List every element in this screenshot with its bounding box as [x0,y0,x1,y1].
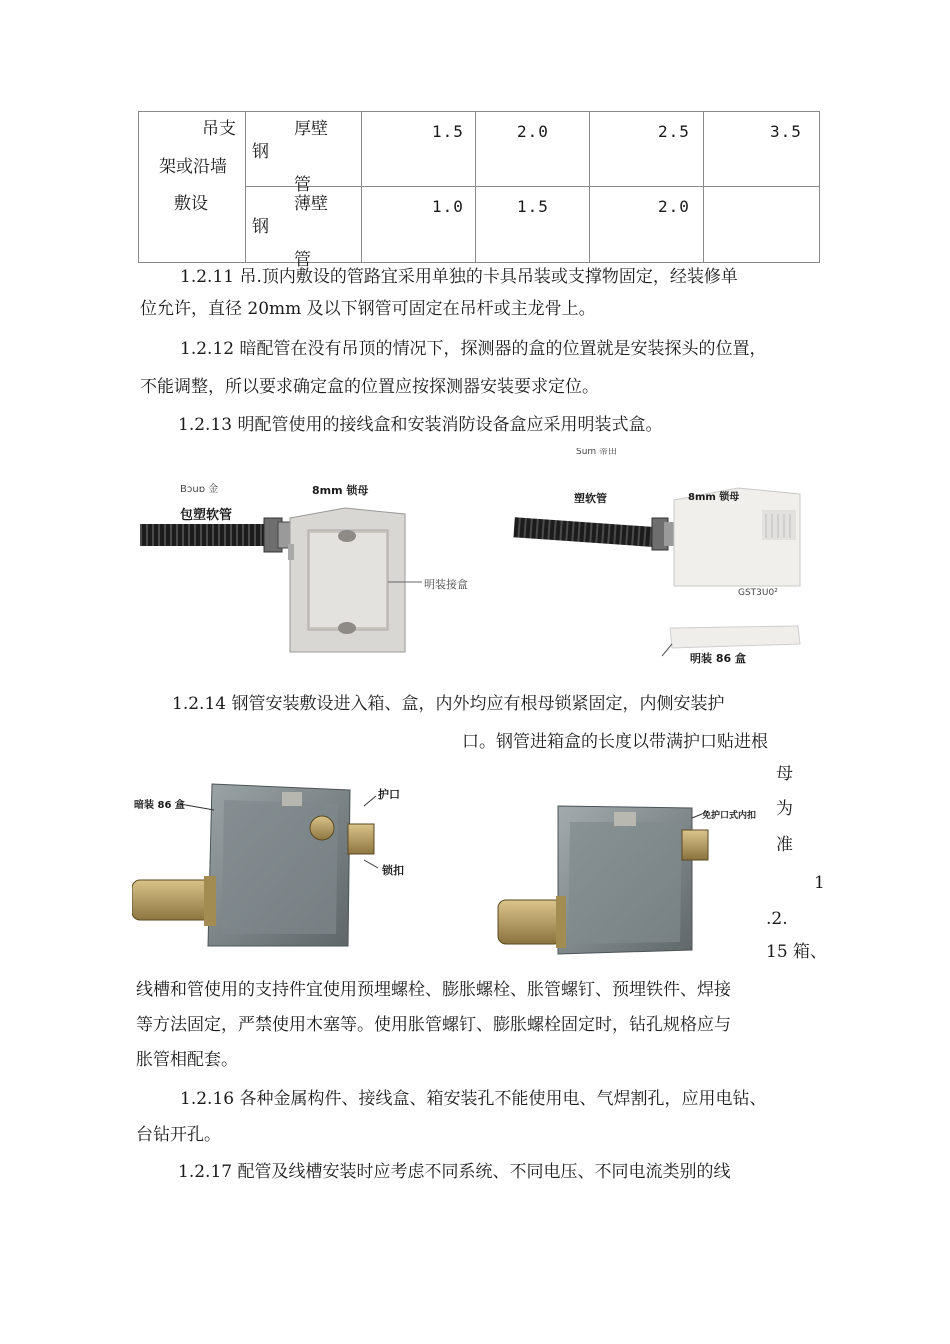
table-cell [476,187,590,263]
para-1-2-14-vert-3: 准 [776,835,793,855]
type-label-b: 钢 [252,142,269,162]
para-1-2-15-line2: 等方法固定，严禁使用木塞等。使用胀管螺钉、膨胀螺栓固定时，钻孔规格应与 [136,1015,731,1035]
fig3-box-label: 暗装 86 盒 [134,800,185,811]
fig1-top-label: Bɔuɒ 金 [180,484,219,495]
category-line-2: 架或沿墙 [159,157,227,177]
para-1-2-14-vert-2: 为 [776,799,793,819]
figure-surface-box-1 [140,478,495,656]
cell-value: 2.0 [517,122,549,141]
table-type-cell [246,187,362,270]
table-cell [590,112,704,187]
para-1-2-15-vert-2: .2. [766,909,788,929]
type-label-a: 厚壁 [294,119,328,139]
para-1-2-15-vert-3: 15 箱、 [766,942,828,962]
para-1-2-14-vert-1: 母 [776,764,793,784]
para-1-2-15-vert-1: 1 [814,873,825,893]
type-label-b: 钢 [252,217,269,237]
cell-value: 2.0 [658,197,690,216]
para-1-2-11-line2: 位允许，直径 20mm 及以下钢管可固定在吊杆或主龙骨上。 [140,299,596,319]
cell-value: 2.5 [658,122,690,141]
cell-value: 3.5 [770,122,802,141]
para-1-2-16-line1: 1.2.16 各种金属构件、接线盒、箱安装孔不能使用电、气焊割孔，应用电钻、 [180,1089,767,1109]
type-label-c: 管 [294,175,311,195]
fig1-hose-label: 包塑软管 [180,508,233,523]
table-type-cell [246,112,362,195]
para-1-2-14-line2: 口。钢管进箱盒的长度以带满护口贴进根 [462,732,768,752]
para-1-2-11-line1: 1.2.11 吊.顶内敷设的管路宜采用单独的卡具吊装或支撑物固定，经装修单 [180,267,738,287]
fig3-bushing-label: 护口 [378,788,400,801]
fig2-model-label: GST3U0² [738,588,778,598]
table-category-cell [139,112,246,263]
para-1-2-15-line3: 胀管相配套。 [136,1050,238,1070]
figure-concealed-box-1 [132,778,422,950]
para-1-2-17: 1.2.17 配管及线槽安装时应考虑不同系统、不同电压、不同电流类别的线 [178,1162,731,1182]
category-line-3: 敷设 [174,194,208,214]
category-line-1: 吊支 [202,119,236,139]
cell-value: 1.0 [432,197,464,216]
para-1-2-16-line2: 台钻开孔。 [136,1125,221,1145]
table-cell [704,187,820,263]
spec-table [138,111,820,270]
fig2-top-label: Sum 蒂田 [576,448,618,457]
detector-box-illustration [512,448,812,670]
cell-value: 1.5 [432,122,464,141]
fig2-box-label: 明装 86 盒 [690,652,746,665]
para-1-2-14-line1: 1.2.14 钢管安装敷设进入箱、盒，内外均应有根母锁紧固定，内侧安装护 [172,694,725,714]
para-1-2-12-line1: 1.2.12 暗配管在没有吊顶的情况下，探测器的盒的位置就是安装探头的位置， [180,339,767,359]
table-cell [704,112,820,187]
concealed-box-illustration-2 [496,800,766,958]
fig2-hose-label: 塑软管 [574,492,607,505]
table-cell [362,112,476,187]
table-cell [362,187,476,263]
para-1-2-13: 1.2.13 明配管使用的接线盒和安装消防设备盒应采用明装式盒。 [178,415,663,435]
fig2-nut-label: 8mm 锁母 [688,492,740,503]
fig4-bushing-label: 免护口式内扣 [702,811,757,821]
type-label-c: 管 [294,250,311,270]
table-cell [590,187,704,263]
figure-concealed-box-2 [496,800,766,958]
fig1-nut-label: 8mm 锁母 [312,484,369,497]
para-1-2-15-line1: 线槽和管使用的支持件宜使用预埋螺栓、膨胀螺栓、胀管螺钉、预埋铁件、焊接 [136,980,731,1000]
cell-value: 1.5 [517,197,549,216]
figure-surface-box-2 [512,448,812,670]
type-label-a: 薄壁 [294,194,328,214]
fig3-lock-label: 锁扣 [382,864,404,877]
para-1-2-12-line2: 不能调整，所以要求确定盒的位置应按探测器安装要求定位。 [140,377,599,397]
table-cell [476,112,590,187]
fig1-box-label: 明装接盒 [424,578,468,591]
